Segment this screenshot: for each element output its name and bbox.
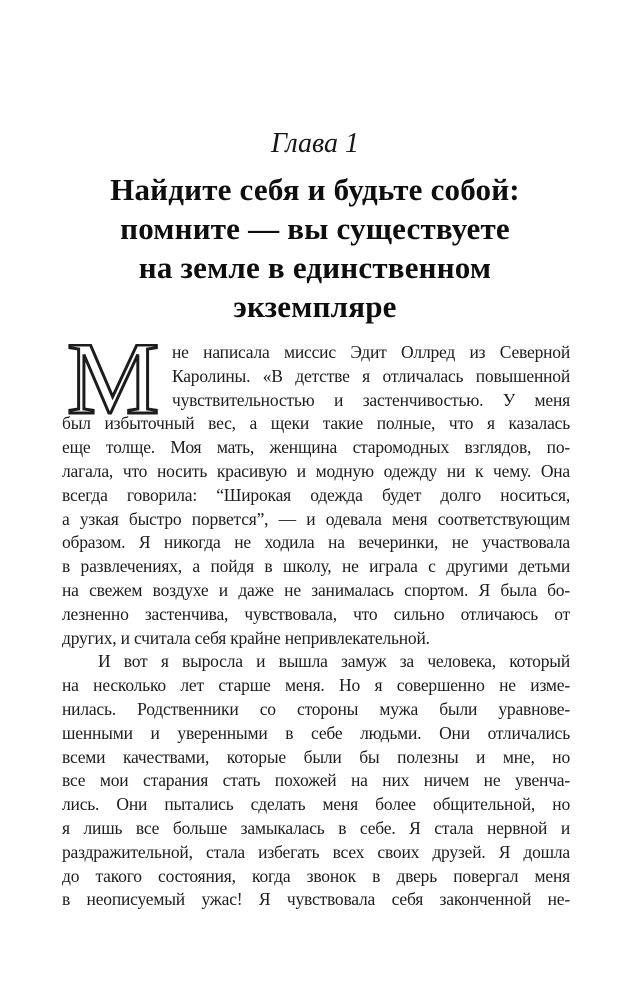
text-line: других, и считала себя крайне непривлекательной. [62, 627, 430, 648]
body-text [62, 341, 570, 912]
text-line: Каролины. «В детстве я отличалась повышенной [172, 365, 570, 386]
text-line: всеми качествами, которые были бы полезны и мне, но [62, 746, 570, 767]
text-line: в неописуемый ужас! Я чувствовала себя законченной не- [62, 889, 570, 910]
text-line: всегда говорила: “Широкая одежда будет долго носиться, [62, 484, 570, 505]
text-line: был избыточный вес, а щеки такие полные, что я казалась [62, 413, 570, 434]
chapter-label: Глава 1 [271, 128, 359, 159]
title-line: на земле в единственном [138, 250, 492, 285]
text-line: я лишь все больше замыкалась в себе. Я стала нервной и [62, 817, 570, 838]
text-line: раздражительной, стала избегать всех своих друзей. Я дошла [62, 841, 570, 862]
text-line: шенными и уверенными в себе людьми. Они отличались [62, 722, 570, 743]
text-line: лезненно застенчива, чувствовала, что сильно отличаюсь от [62, 603, 570, 624]
text-line: лись. Они пытались сделать меня более общительной, но [62, 794, 570, 815]
text-line: еще толще. Моя мать, женщина старомодных взглядов, по- [62, 437, 570, 458]
text-line: лагала, что носить красивую и модную одежду ни к чему. Она [62, 460, 570, 481]
text-line: а узкая быстро порвется”, — и одевала меня соответствующим [62, 508, 570, 529]
title-line: Найдите себя и будьте собой: [110, 172, 520, 207]
text-line: образом. Я никогда не ходила на вечеринки, не участвовала [62, 532, 570, 553]
text-line: И вот я выросла и вышла замуж за человека, который [98, 651, 570, 672]
paragraph-2 [62, 650, 570, 912]
text-line: до такого состояния, когда звонок в дверь повергал меня [62, 865, 570, 886]
drop-cap [62, 344, 164, 416]
chapter-title [0, 170, 630, 326]
text-line: на свежем воздухе и даже не занималась спортом. Я была бо- [62, 579, 570, 600]
title-line: помните — вы существуете [120, 211, 510, 246]
text-line: на несколько лет старше меня. Но я совершенно не изме- [62, 675, 570, 696]
text-line: все мои старания стать похожей на них ничем не увенча- [62, 770, 570, 791]
text-line: нилась. Родственники со стороны мужа были уравнове- [62, 698, 570, 719]
drop-cap-letter: М [66, 344, 160, 416]
text-line: чувствительностью и застенчивостью. У меня [172, 389, 570, 410]
text-line: не написала миссис Эдит Оллред из Северной [172, 342, 570, 362]
text-line: в развлечениях, а пойдя в школу, не играла с другими детьми [62, 556, 570, 577]
title-line: экземпляре [233, 289, 397, 324]
